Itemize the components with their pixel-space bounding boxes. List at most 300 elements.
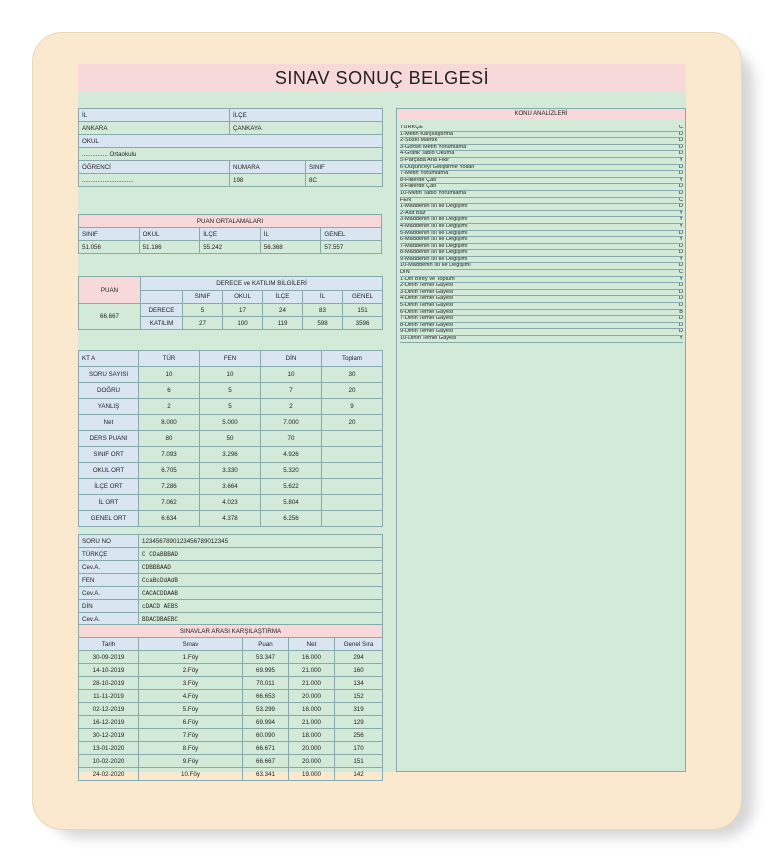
- topic-row: [400, 257, 683, 264]
- results-cell: 8.000: [139, 415, 200, 431]
- comparison-row: [79, 651, 383, 664]
- topic-row: [400, 165, 683, 172]
- comparison-cell: 60.090: [243, 729, 289, 742]
- comparison-header: Net: [289, 638, 335, 651]
- results-cell: 5: [200, 399, 261, 415]
- comparison-cell: 10-02-2020: [79, 755, 139, 768]
- topic-name: DİN: [400, 270, 410, 276]
- results-cell: [322, 511, 383, 527]
- comparison-cell: 66.653: [243, 690, 289, 703]
- results-header: Toplam: [322, 351, 383, 367]
- comparison-cell: 2.Föy: [139, 664, 243, 677]
- results-row: [79, 383, 383, 399]
- rank-table: [78, 276, 383, 330]
- topic-result: D: [678, 289, 683, 295]
- topic-name: 9-Maddenin Isı İle Değişimi: [400, 256, 468, 262]
- comparison-cell: 66.671: [243, 742, 289, 755]
- answers-label: TÜRKÇE: [79, 548, 139, 561]
- topic-result: D: [678, 144, 683, 150]
- answers-label: Cev.A.: [79, 613, 139, 626]
- results-row: [79, 511, 383, 527]
- results-cell: [322, 495, 383, 511]
- comparison-cell: 3.Föy: [139, 677, 243, 690]
- results-cell: [322, 479, 383, 495]
- topic-name: 9-Dinin Temel Gayesi: [400, 329, 454, 335]
- results-row-label: YANLIŞ: [79, 399, 139, 415]
- topic-result: D: [678, 316, 683, 322]
- results-row-label: İLÇE ORT: [79, 479, 139, 495]
- topic-result: Y: [679, 157, 683, 163]
- rank-header: SINIF: [183, 290, 223, 304]
- averages-header: İLÇE: [200, 228, 261, 241]
- comparison-row: [79, 755, 383, 768]
- comparison-cell: 134: [335, 677, 383, 690]
- derece-value: 24: [263, 304, 303, 317]
- topic-name: 6-Düşünceyi Geliştirme Yolları: [400, 164, 475, 170]
- topic-row: [400, 178, 683, 185]
- topic-name: 7-Maddenin Isı İle Değişimi: [400, 243, 468, 249]
- averages-header: OKUL: [139, 228, 200, 241]
- comparison-cell: 53.347: [243, 651, 289, 664]
- topic-result: D: [678, 296, 683, 302]
- topic-name: TÜRKÇE: [400, 125, 423, 130]
- derece-value: 151: [343, 304, 383, 317]
- comparison-cell: 1.Föy: [139, 651, 243, 664]
- topic-row: [400, 244, 683, 251]
- answers-row: [79, 535, 383, 548]
- comparison-cell: 8.Föy: [139, 742, 243, 755]
- topic-name: 4-Grafik Tablo Okuma: [400, 151, 455, 157]
- topic-name: 2-Sözel Mantık: [400, 138, 438, 144]
- comparison-row: [79, 729, 383, 742]
- topic-name: 5-Parçada Ana Fikir: [400, 157, 450, 163]
- comparison-cell: 21.000: [289, 677, 335, 690]
- topic-row: [400, 237, 683, 244]
- topic-row: [400, 138, 683, 145]
- topic-name: 4-Maddenin Isı İle Değişimi: [400, 223, 468, 229]
- comparison-cell: 20.000: [289, 742, 335, 755]
- results-row: [79, 479, 383, 495]
- topic-name: 8-Dinin Temel Gayesi: [400, 322, 454, 328]
- results-cell: 5.320: [261, 463, 322, 479]
- katilim-label: KATILIM: [141, 317, 183, 330]
- results-cell: 3.664: [200, 479, 261, 495]
- sinif-label: SINIF: [306, 161, 383, 174]
- comparison-cell: 160: [335, 664, 383, 677]
- answers-value: cDACD AEBS: [139, 600, 383, 613]
- topic-row: [400, 277, 683, 284]
- averages-header: SINIF: [79, 228, 140, 241]
- results-cell: [322, 431, 383, 447]
- topic-row: [400, 198, 683, 205]
- topic-name: 10-Metin Tablo Yorumlama: [400, 190, 467, 196]
- results-cell: 20: [322, 415, 383, 431]
- topic-result: D: [678, 190, 683, 196]
- puan-label: PUAN: [79, 277, 141, 304]
- averages-value: 51.186: [139, 241, 200, 254]
- topic-analysis-title: KONU ANALİZLERİ: [397, 109, 685, 119]
- results-row: [79, 463, 383, 479]
- topic-name: 6-Maddenin Isı İle Değişimi: [400, 237, 468, 243]
- topic-result: C: [678, 197, 683, 203]
- comparison-cell: 256: [335, 729, 383, 742]
- answers-row: [79, 561, 383, 574]
- numara-label: NUMARA: [230, 161, 306, 174]
- topic-row: [400, 158, 683, 165]
- ogrenci-value: ..............................: [79, 174, 230, 187]
- topic-analysis-list: [397, 119, 685, 343]
- answers-label: Cev.A.: [79, 561, 139, 574]
- results-cell: 5.622: [261, 479, 322, 495]
- topic-name: 2-Dinin Temel Gayesi: [400, 283, 454, 289]
- katilim-value: 3596: [343, 317, 383, 330]
- topic-name: 4-Dinin Temel Gayesi: [400, 296, 454, 302]
- comparison-title: SINAVLAR ARASI KARŞILAŞTIRMA: [79, 625, 383, 638]
- topic-result: D: [678, 204, 683, 210]
- comparison-cell: 53.299: [243, 703, 289, 716]
- topic-name: 5-Maddenin Isı İle Değişimi: [400, 230, 468, 236]
- comparison-cell: 9.Föy: [139, 755, 243, 768]
- topic-result: Y: [679, 223, 683, 229]
- results-cell: 4.378: [200, 511, 261, 527]
- comparison-cell: 4.Föy: [139, 690, 243, 703]
- results-row-label: DERS PUANI: [79, 431, 139, 447]
- topic-result: D: [678, 283, 683, 289]
- topic-result: C: [678, 125, 683, 130]
- results-row: [79, 367, 383, 383]
- comparison-cell: 19.000: [289, 768, 335, 781]
- comparison-cell: 13-01-2020: [79, 742, 139, 755]
- comparison-header: Tarih: [79, 638, 139, 651]
- comparison-cell: 16-12-2019: [79, 716, 139, 729]
- comparison-cell: 69.995: [243, 664, 289, 677]
- results-cell: 7.093: [139, 447, 200, 463]
- results-cell: 7.000: [261, 415, 322, 431]
- topic-row: [400, 263, 683, 270]
- topic-row: [400, 323, 683, 330]
- comparison-row: [79, 768, 383, 781]
- topic-name: 3-Görsel Metin Yorumlama: [400, 144, 467, 150]
- results-cell: 30: [322, 367, 383, 383]
- puan-value: 66.667: [79, 304, 141, 330]
- results-row-label: Net: [79, 415, 139, 431]
- results-cell: 6.634: [139, 511, 200, 527]
- comparison-cell: 30-12-2019: [79, 729, 139, 742]
- topic-row: [400, 217, 683, 224]
- results-cell: 5.804: [261, 495, 322, 511]
- topic-row: [400, 171, 683, 178]
- results-cell: 6: [139, 383, 200, 399]
- topic-result: D: [678, 250, 683, 256]
- results-row-label: GENEL ORT: [79, 511, 139, 527]
- topic-row: [400, 290, 683, 297]
- results-cell: 7.062: [139, 495, 200, 511]
- topic-name: 1-Maddenin Isı İle Değişimi: [400, 204, 468, 210]
- topic-name: 3-Maddenin Isı İle Değişimi: [400, 217, 468, 223]
- topic-name: 8-Fiillerde Çatı: [400, 177, 437, 183]
- results-cell: 10: [139, 367, 200, 383]
- rank-header: İL: [303, 290, 343, 304]
- katilim-value: 27: [183, 317, 223, 330]
- topic-row: [400, 310, 683, 317]
- comparison-cell: 6.Föy: [139, 716, 243, 729]
- results-row-label: DOĞRU: [79, 383, 139, 399]
- katilim-value: 598: [303, 317, 343, 330]
- answers-label: DİN: [79, 600, 139, 613]
- results-cell: [322, 463, 383, 479]
- student-info-table: [78, 108, 383, 187]
- topic-name: 1-Din Birey ve Toplum: [400, 276, 455, 282]
- topic-row: [400, 303, 683, 310]
- comparison-cell: 11-11-2019: [79, 690, 139, 703]
- topic-row: [400, 151, 683, 158]
- comparison-cell: 21.000: [289, 664, 335, 677]
- topic-row: [400, 125, 683, 132]
- averages-value: 57.557: [321, 241, 382, 254]
- results-cell: 6.256: [261, 511, 322, 527]
- topic-result: Y: [679, 237, 683, 243]
- averages-title: PUAN ORTALAMALARI: [79, 215, 382, 228]
- results-cell: 70: [261, 431, 322, 447]
- il-label: İL: [79, 109, 230, 122]
- topic-name: 5-Dinin Temel Gayesi: [400, 303, 454, 309]
- results-row-label: OKUL ORT: [79, 463, 139, 479]
- comparison-cell: 24-02-2020: [79, 768, 139, 781]
- derece-label: DERECE: [141, 304, 183, 317]
- averages-value: 51.056: [79, 241, 140, 254]
- topic-result: D: [678, 138, 683, 144]
- rank-header: OKUL: [223, 290, 263, 304]
- katilim-value: 100: [223, 317, 263, 330]
- rank-header: GENEL: [343, 290, 383, 304]
- derece-value: 83: [303, 304, 343, 317]
- comparison-cell: 21.000: [289, 716, 335, 729]
- comparison-cell: 66.667: [243, 755, 289, 768]
- results-cell: 9: [322, 399, 383, 415]
- results-table: [78, 350, 383, 527]
- topic-result: D: [678, 263, 683, 269]
- topic-row: [400, 336, 683, 343]
- answers-value: CDBBBAAD: [139, 561, 383, 574]
- results-row: [79, 415, 383, 431]
- averages-header: GENEL: [321, 228, 382, 241]
- numara-value: 198: [230, 174, 306, 187]
- topic-name: 10-Dinin Temel Gayesi: [400, 336, 457, 341]
- topic-row: [400, 296, 683, 303]
- okul-value: ............... Ortaokulu: [79, 148, 383, 161]
- topic-result: D: [678, 230, 683, 236]
- results-header: FEN: [200, 351, 261, 367]
- page-title: SINAV SONUÇ BELGESİ: [78, 64, 686, 92]
- topic-result: Y: [679, 276, 683, 282]
- comparison-cell: 20.000: [289, 690, 335, 703]
- comparison-cell: 10.Föy: [139, 768, 243, 781]
- topic-name: 9-Fiillerde Çatı: [400, 184, 437, 190]
- topic-row: [400, 211, 683, 218]
- results-row: [79, 495, 383, 511]
- topic-row: [400, 132, 683, 139]
- results-row-label: İL ORT: [79, 495, 139, 511]
- topic-result: Y: [679, 177, 683, 183]
- results-cell: 5.000: [200, 415, 261, 431]
- answers-row: [79, 587, 383, 600]
- results-cell: 20: [322, 383, 383, 399]
- ogrenci-label: ÖĞRENCİ: [79, 161, 230, 174]
- topic-row: [400, 250, 683, 257]
- averages-value: 56.368: [260, 241, 321, 254]
- topic-row: [400, 283, 683, 290]
- topic-name: 8-Maddenin Isı İle Değişimi: [400, 250, 468, 256]
- okul-label: OKUL: [79, 135, 383, 148]
- topic-result: C: [678, 270, 683, 276]
- topic-result: D: [678, 303, 683, 309]
- comparison-cell: 20.000: [289, 755, 335, 768]
- answers-label: Cev.A.: [79, 587, 139, 600]
- comparison-row: [79, 716, 383, 729]
- comparison-cell: 63.341: [243, 768, 289, 781]
- results-row-label: SORU SAYISI: [79, 367, 139, 383]
- comparison-row: [79, 677, 383, 690]
- sinif-value: 8C: [306, 174, 383, 187]
- rank-title: DERECE ve KATILIM BİLGİLERİ: [141, 277, 383, 291]
- topic-row: [400, 204, 683, 211]
- topic-name: 7-Dinin Temel Gayesi: [400, 316, 454, 322]
- topic-row: [400, 231, 683, 238]
- topic-result: D: [678, 243, 683, 249]
- results-row-label: SINIF ORT: [79, 447, 139, 463]
- ilce-label: İLÇE: [230, 109, 383, 122]
- comparison-row: [79, 690, 383, 703]
- comparison-row: [79, 703, 383, 716]
- results-cell: 3.330: [200, 463, 261, 479]
- topic-result: D: [678, 131, 683, 137]
- results-cell: 10: [200, 367, 261, 383]
- topic-result: Y: [679, 210, 683, 216]
- comparison-cell: 7.Föy: [139, 729, 243, 742]
- topic-row: [400, 224, 683, 231]
- comparison-cell: 142: [335, 768, 383, 781]
- results-row: [79, 399, 383, 415]
- topic-result: Y: [679, 256, 683, 262]
- topic-row: [400, 145, 683, 152]
- results-cell: 50: [200, 431, 261, 447]
- topic-name: 1-Metin Karşılaştırma: [400, 131, 454, 137]
- averages-table: [78, 214, 382, 254]
- answers-row: [79, 548, 383, 561]
- topic-result: D: [678, 329, 683, 335]
- topic-result: D: [678, 151, 683, 157]
- results-header: DİN: [261, 351, 322, 367]
- topic-name: 6-Dinin Temel Gayesi: [400, 309, 454, 315]
- answers-label: SORU NO: [79, 535, 139, 548]
- topic-analysis-panel: [396, 108, 686, 772]
- comparison-cell: 28-10-2019: [79, 677, 139, 690]
- comparison-cell: 70.011: [243, 677, 289, 690]
- comparison-row: [79, 742, 383, 755]
- comparison-cell: 16.000: [289, 703, 335, 716]
- answers-label: FEN: [79, 574, 139, 587]
- answers-value: C CDaBBBAD: [139, 548, 383, 561]
- comparison-cell: 129: [335, 716, 383, 729]
- results-row: [79, 447, 383, 463]
- results-cell: 5: [200, 383, 261, 399]
- answers-value: CACACDDAAB: [139, 587, 383, 600]
- answers-row: [79, 574, 383, 587]
- results-cell: 3.296: [200, 447, 261, 463]
- topic-name: 3-Dinin Temel Gayesi: [400, 289, 454, 295]
- comparison-cell: 152: [335, 690, 383, 703]
- results-cell: 6.705: [139, 463, 200, 479]
- topic-result: D: [678, 184, 683, 190]
- result-sheet: [78, 64, 686, 778]
- topic-row: [400, 270, 683, 277]
- averages-value: 55.242: [200, 241, 261, 254]
- topic-row: [400, 329, 683, 336]
- comparison-cell: 5.Föy: [139, 703, 243, 716]
- comparison-cell: 319: [335, 703, 383, 716]
- answers-value: CcaBcDdAdB: [139, 574, 383, 587]
- katilim-value: 119: [263, 317, 303, 330]
- averages-header: İL: [260, 228, 321, 241]
- derece-value: 5: [183, 304, 223, 317]
- results-row: [79, 431, 383, 447]
- topic-result: D: [678, 164, 683, 170]
- topic-result: D: [678, 322, 683, 328]
- answers-row: [79, 600, 383, 613]
- results-cell: 2: [261, 399, 322, 415]
- comparison-table: [78, 624, 383, 781]
- comparison-cell: 14-10-2019: [79, 664, 139, 677]
- topic-name: FEN: [400, 197, 412, 203]
- results-cell: 4.926: [261, 447, 322, 463]
- derece-value: 17: [223, 304, 263, 317]
- comparison-cell: 02-12-2019: [79, 703, 139, 716]
- comparison-header: Genel Sıra: [335, 638, 383, 651]
- topic-name: 10-Maddenin Isı İle Değişimi: [400, 263, 471, 269]
- answers-value: BDACDBAEBC: [139, 613, 383, 626]
- comparison-header: Puan: [243, 638, 289, 651]
- comparison-cell: 16.000: [289, 651, 335, 664]
- topic-result: Y: [679, 217, 683, 223]
- il-value: ANKARA: [79, 122, 230, 135]
- results-header: TÜR: [139, 351, 200, 367]
- topic-result: D: [678, 171, 683, 177]
- comparison-cell: 170: [335, 742, 383, 755]
- results-cell: [322, 447, 383, 463]
- comparison-cell: 151: [335, 755, 383, 768]
- topic-name: 2-Asit Baz: [400, 210, 426, 216]
- topic-result: B: [679, 309, 683, 315]
- answers-value: 123456789012345678901234​5: [139, 535, 383, 548]
- comparison-cell: 294: [335, 651, 383, 664]
- results-corner: KT A: [79, 351, 139, 367]
- topic-row: [400, 191, 683, 198]
- rank-header: İLÇE: [263, 290, 303, 304]
- comparison-cell: 30-09-2019: [79, 651, 139, 664]
- comparison-cell: 18.000: [289, 729, 335, 742]
- comparison-header: Sınav: [139, 638, 243, 651]
- topic-row: [400, 316, 683, 323]
- results-cell: 7.286: [139, 479, 200, 495]
- topic-result: Y: [679, 336, 683, 341]
- results-cell: 4.023: [200, 495, 261, 511]
- topic-row: [400, 184, 683, 191]
- topic-name: 7-Metin Yorumlama: [400, 171, 449, 177]
- comparison-cell: 69.994: [243, 716, 289, 729]
- results-cell: 7: [261, 383, 322, 399]
- results-cell: 2: [139, 399, 200, 415]
- results-cell: 10: [261, 367, 322, 383]
